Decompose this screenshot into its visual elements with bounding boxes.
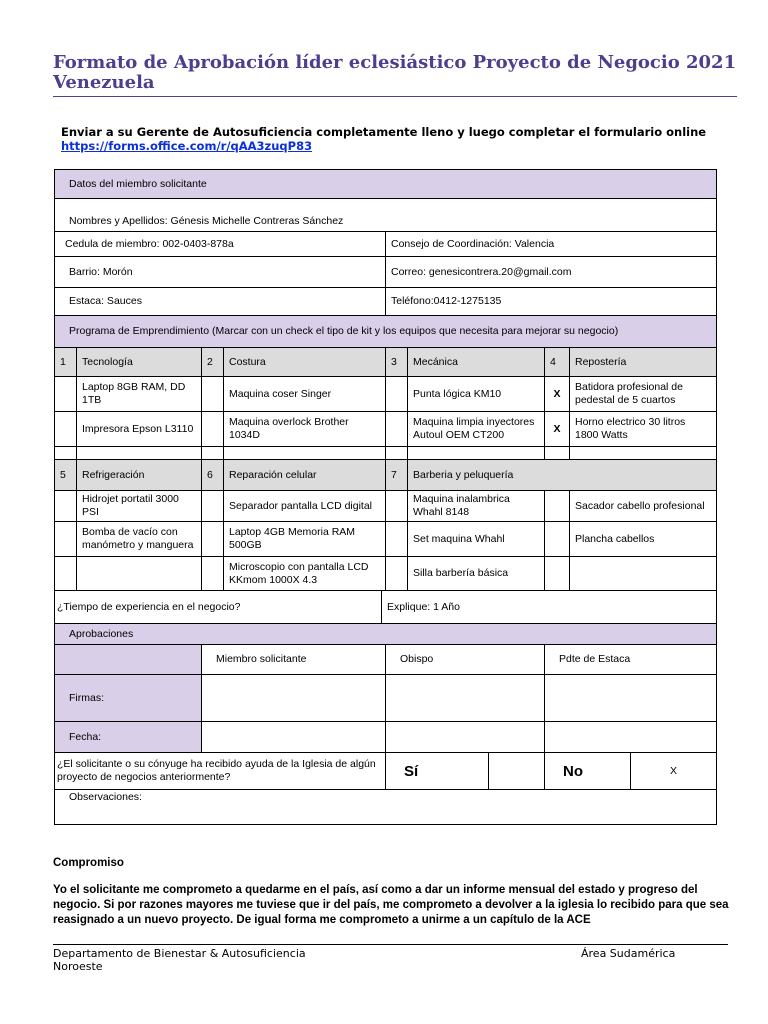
cedula-field[interactable]: Cedula de miembro: 002-0403-878a (55, 232, 386, 257)
checkbox-cell[interactable] (202, 491, 224, 522)
commitment-text: Yo el solicitante me comprometo a quedarme en el país, así como a dar un informe mensual del estado y progreso del negocio. Si por razones mayores me tuviese que ir del país, me comprometo a devolver a la iglesia lo recibido para que sea reasignado a un nuevo proyecto. De igual forma me comprometo a unirme a un capítulo de la ACE (53, 884, 729, 926)
yes-label: Sí (386, 753, 489, 790)
member-section-header: Datos del miembro solicitante (55, 170, 717, 199)
equipment-item: Laptop 8GB RAM, DD 1TB (77, 377, 202, 412)
category-mecanica: Mecánica (408, 348, 545, 377)
empty-cell (77, 557, 202, 591)
observations-field[interactable]: Observaciones: (55, 790, 717, 825)
equipment-item: Bomba de vacío con manómetro y manguera (77, 522, 202, 557)
instruction-text: Enviar a su Gerente de Autosuficiencia completamente lleno y luego completar el formulario online (61, 125, 707, 139)
category-number: 6 (202, 460, 224, 491)
checkbox-cell[interactable] (55, 522, 77, 557)
equipment-item: Maquina coser Singer (224, 377, 386, 412)
footer-divider (53, 944, 728, 945)
category-number: 7 (386, 460, 408, 491)
checkbox-cell[interactable] (386, 377, 408, 412)
title-divider (53, 96, 737, 97)
date-miembro[interactable] (202, 722, 386, 753)
footer-area: Área Sudamérica (581, 947, 676, 960)
category-number: 1 (55, 348, 77, 377)
correo-field[interactable]: Correo: genesicontrera.20@gmail.com (386, 257, 717, 288)
equipment-item: Maquina overlock Brother 1034D (224, 412, 386, 447)
equipment-item: Maquina limpia inyectores Autoul OEM CT200 (408, 412, 545, 447)
footer-department: Departamento de Bienestar & Autosuficiencia Noroeste (53, 947, 306, 973)
date-obispo[interactable] (386, 722, 545, 753)
empty-cell (408, 447, 545, 460)
checkbox-cell[interactable] (202, 377, 224, 412)
checkbox-cell[interactable] (545, 491, 570, 522)
no-mark[interactable]: X (631, 753, 717, 790)
category-reposteria: Repostería (570, 348, 717, 377)
application-form (54, 169, 717, 825)
empty-cell (202, 447, 224, 460)
empty-cell (55, 447, 77, 460)
checkbox-cell[interactable] (202, 557, 224, 591)
signature-obispo[interactable] (386, 675, 545, 722)
empty-cell (545, 447, 570, 460)
online-form-link[interactable]: https://forms.office.com/r/qAA3zuqP83 (61, 139, 313, 153)
date-pdte[interactable] (545, 722, 717, 753)
yes-mark-cell[interactable] (489, 753, 545, 790)
checkbox-cell[interactable] (545, 557, 570, 591)
check-mark[interactable]: X (545, 377, 570, 412)
equipment-item: Plancha cabellos (570, 522, 717, 557)
commitment-block (53, 856, 733, 928)
estaca-field[interactable]: Estaca: Sauces (55, 288, 386, 316)
category-number: 5 (55, 460, 77, 491)
commitment-heading: Compromiso (53, 857, 124, 869)
checkbox-cell[interactable] (386, 557, 408, 591)
empty-cell (570, 557, 717, 591)
approvals-section-header: Aprobaciones (55, 624, 717, 645)
category-number: 2 (202, 348, 224, 377)
firmas-label: Firmas: (55, 675, 202, 722)
prior-help-question: ¿El solicitante o su cónyuge ha recibido ayuda de la Iglesia de algún proyecto de negocios anteriormente? (55, 753, 386, 790)
signature-miembro[interactable] (202, 675, 386, 722)
fecha-label: Fecha: (55, 722, 202, 753)
checkbox-cell[interactable] (55, 491, 77, 522)
check-mark[interactable]: X (545, 412, 570, 447)
equipment-item: Separador pantalla LCD digital (224, 491, 386, 522)
program-section-header: Programa de Emprendimiento (Marcar con un check el tipo de kit y los equipos que necesita para mejorar su negocio) (55, 316, 717, 348)
equipment-item: Hidrojet portatil 3000 PSI (77, 491, 202, 522)
category-costura: Costura (224, 348, 386, 377)
checkbox-cell[interactable] (386, 522, 408, 557)
category-number: 3 (386, 348, 408, 377)
empty-cell (77, 447, 202, 460)
column-pdte-estaca: Pdte de Estaca (545, 645, 717, 675)
checkbox-cell[interactable] (55, 412, 77, 447)
consejo-field[interactable]: Consejo de Coordinación: Valencia (386, 232, 717, 257)
column-obispo: Obispo (386, 645, 545, 675)
equipment-item: Sacador cabello profesional (570, 491, 717, 522)
barrio-field[interactable]: Barrio: Morón (55, 257, 386, 288)
equipment-item: Impresora Epson L3110 (77, 412, 202, 447)
category-refrigeracion: Refrigeración (77, 460, 202, 491)
instruction-block (61, 125, 706, 153)
checkbox-cell[interactable] (386, 412, 408, 447)
checkbox-cell[interactable] (545, 522, 570, 557)
category-reparacion-celular: Reparación celular (224, 460, 386, 491)
equipment-item: Maquina inalambrica Whahl 8148 (408, 491, 545, 522)
no-label: No (545, 753, 631, 790)
checkbox-cell[interactable] (386, 491, 408, 522)
empty-cell (224, 447, 386, 460)
empty-cell (570, 447, 717, 460)
document-title: Formato de Aprobación líder eclesiástico Proyecto de Negocio 2021 Venezuela (53, 52, 737, 93)
member-name-field[interactable]: Nombres y Apellidos: Génesis Michelle Contreras Sánchez (55, 199, 717, 232)
category-barberia: Barberia y peluquería (408, 460, 717, 491)
signature-pdte[interactable] (545, 675, 717, 722)
experience-answer[interactable]: Explique: 1 Año (382, 591, 717, 624)
equipment-item: Microscopio con pantalla LCD KKmom 1000X 4.3 (224, 557, 386, 591)
equipment-item: Punta lógica KM10 (408, 377, 545, 412)
telefono-field[interactable]: Teléfono:0412-1275135 (386, 288, 717, 316)
equipment-item: Laptop 4GB Memoria RAM 500GB (224, 522, 386, 557)
approvals-corner-cell (55, 645, 202, 675)
equipment-item: Silla barbería básica (408, 557, 545, 591)
category-tecnologia: Tecnología (77, 348, 202, 377)
checkbox-cell[interactable] (55, 557, 77, 591)
checkbox-cell[interactable] (55, 377, 77, 412)
empty-cell (386, 447, 408, 460)
category-number: 4 (545, 348, 570, 377)
equipment-item: Batidora profesional de pedestal de 5 cuartos (570, 377, 717, 412)
experience-question: ¿Tiempo de experiencia en el negocio? (55, 591, 382, 624)
equipment-item: Set maquina Whahl (408, 522, 545, 557)
column-miembro: Miembro solicitante (202, 645, 386, 675)
checkbox-cell[interactable] (202, 412, 224, 447)
checkbox-cell[interactable] (202, 522, 224, 557)
equipment-item: Horno electrico 30 litros 1800 Watts (570, 412, 717, 447)
